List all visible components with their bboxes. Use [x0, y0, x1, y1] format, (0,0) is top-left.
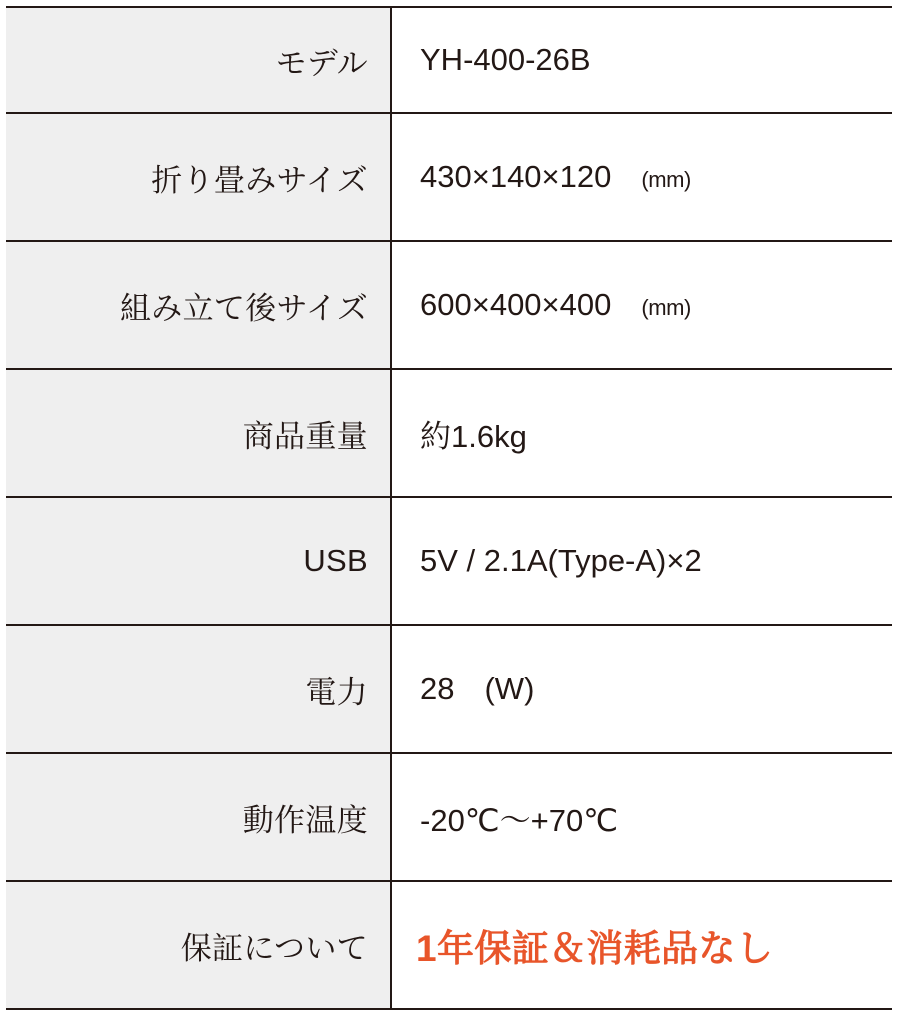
spec-value-text: YH-400-26B	[420, 42, 591, 77]
spec-label-assembled-size: 組み立て後サイズ	[6, 241, 391, 369]
spec-value-usb	[391, 497, 892, 625]
spec-table-body	[6, 7, 892, 1009]
spec-label-model: モデル	[6, 7, 391, 113]
product-spec-table	[6, 6, 892, 1010]
spec-unit: (mm)	[641, 167, 691, 192]
spec-value-text: 約1.6kg	[420, 418, 527, 454]
spec-value-text: 5V / 2.1A(Type-A)×2	[420, 543, 702, 578]
spec-label-power: 電力	[6, 625, 391, 753]
spec-unit: (mm)	[641, 295, 691, 320]
spec-label-folded-size: 折り畳みサイズ	[6, 113, 391, 241]
table-row	[6, 113, 892, 241]
spec-value-text: 430×140×120	[420, 159, 612, 194]
table-row	[6, 7, 892, 113]
spec-value-text: 1年保証＆消耗品なし	[416, 928, 774, 969]
spec-label-weight: 商品重量	[6, 369, 391, 497]
spec-value-text: -20℃〜+70℃	[420, 802, 619, 838]
spec-unit: (W)	[484, 671, 535, 706]
spec-value-text: 600×400×400	[420, 287, 612, 322]
spec-value-warranty	[391, 881, 892, 1009]
spec-value-weight	[391, 369, 892, 497]
spec-value-operating-temperature	[391, 753, 892, 881]
spec-value-power	[391, 625, 892, 753]
table-row	[6, 241, 892, 369]
spec-label-operating-temperature: 動作温度	[6, 753, 391, 881]
table-row	[6, 881, 892, 1009]
spec-value-text: 28	[420, 671, 455, 706]
table-row	[6, 625, 892, 753]
table-row	[6, 497, 892, 625]
spec-label-warranty: 保証について	[6, 881, 391, 1009]
spec-value-folded-size	[391, 113, 892, 241]
spec-label-usb: USB	[6, 497, 391, 625]
table-row	[6, 753, 892, 881]
spec-value-assembled-size	[391, 241, 892, 369]
spec-value-model	[391, 7, 892, 113]
table-row	[6, 369, 892, 497]
